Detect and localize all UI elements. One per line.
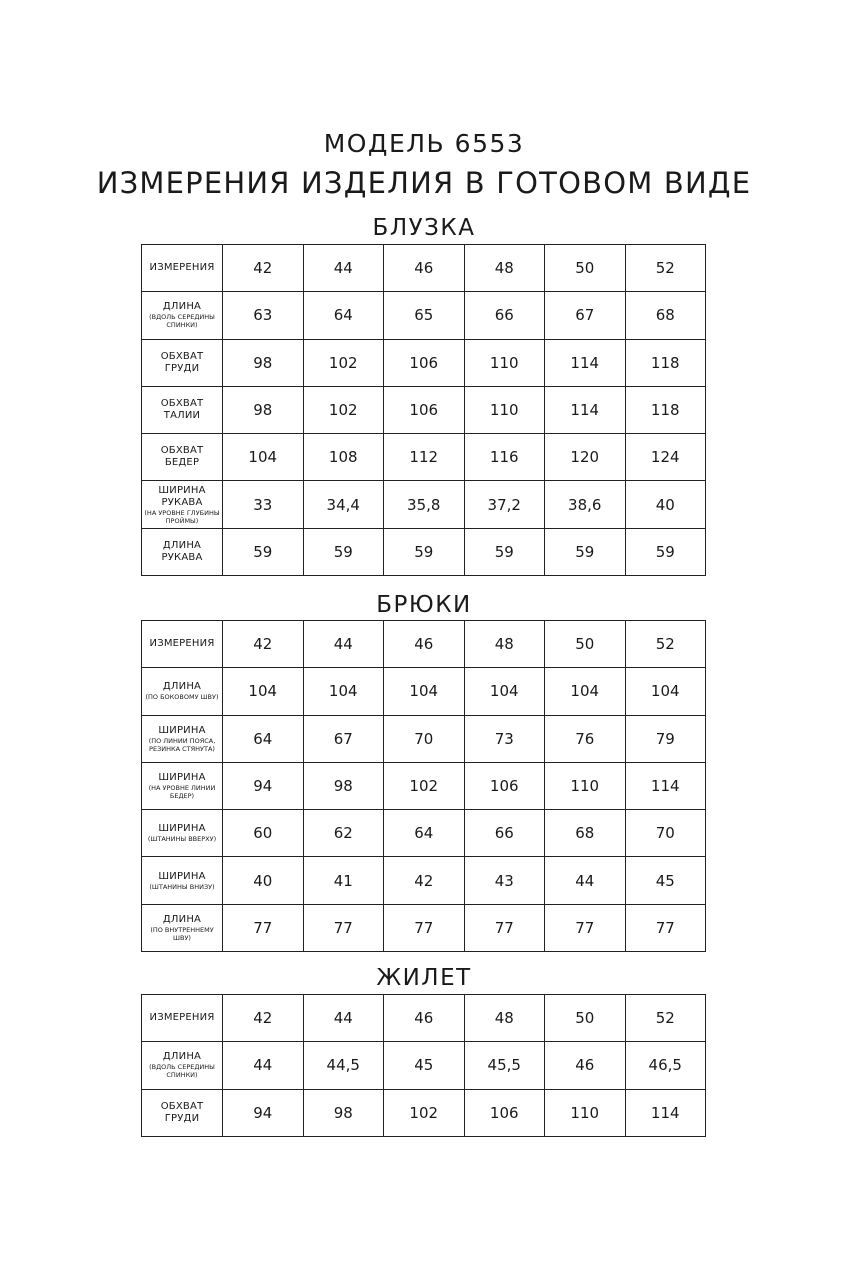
row-label-cell [142,245,223,292]
size-value-cell: 41 [303,857,384,904]
size-value-cell: 59 [223,528,304,575]
table-row [142,528,706,575]
size-value-cell: 40 [625,481,706,528]
row-label-cell [142,621,223,668]
size-value-cell: 40 [223,857,304,904]
size-value-cell: 45 [384,1042,465,1089]
row-label-cell [142,715,223,762]
table-row [142,715,706,762]
size-value-cell: 77 [625,904,706,951]
section-title-vest: ЖИЛЕТ [376,965,472,991]
size-value-cell: 77 [384,904,465,951]
size-value-cell: 104 [625,668,706,715]
section-title-blouse: БЛУЗКА [372,215,476,241]
row-label: ШИРИНА [158,484,206,496]
size-value-cell: 110 [545,762,626,809]
table-row [142,857,706,904]
row-label: ДЛИНА [162,301,202,313]
size-value-cell: 52 [625,621,706,668]
row-label: ДЛИНА [162,913,202,925]
row-label-cell [142,528,223,575]
row-label-line2: РУКАВА [161,496,203,508]
row-label: ОБХВАТ [160,445,204,457]
size-value-cell: 46 [545,1042,626,1089]
table-row [142,292,706,339]
row-label-note: (ПО БОКОВОМУ ШВУ) [145,693,219,702]
size-value-cell: 42 [384,857,465,904]
size-value-cell: 37,2 [464,481,545,528]
size-value-cell: 76 [545,715,626,762]
size-value-cell: 77 [464,904,545,951]
model-title: МОДЕЛЬ 6553 [323,129,525,158]
size-value-cell: 102 [303,386,384,433]
size-value-cell: 66 [464,292,545,339]
size-value-cell: 43 [464,857,545,904]
table-row [142,621,706,668]
row-label: ДЛИНА [162,681,202,693]
size-value-cell: 42 [223,621,304,668]
size-value-cell: 106 [384,386,465,433]
row-label-line2: ГРУДИ [164,1112,200,1124]
size-value-cell: 94 [223,762,304,809]
row-label: ШИРИНА [158,823,206,835]
size-value-cell: 45 [625,857,706,904]
row-label: ИЗМЕРЕНИЯ [149,638,215,650]
size-value-cell: 116 [464,434,545,481]
table-row [142,810,706,857]
row-label-line2: ГРУДИ [164,362,200,374]
size-value-cell: 59 [384,528,465,575]
size-value-cell: 66 [464,810,545,857]
table-row [142,434,706,481]
blouse-size-table [141,244,706,576]
size-value-cell: 102 [384,1089,465,1136]
size-value-cell: 50 [545,621,626,668]
row-label-cell [142,810,223,857]
page-subtitle: ИЗМЕРЕНИЯ ИЗДЕЛИЯ В ГОТОВОМ ВИДЕ [96,166,752,200]
row-label: ОБХВАТ [160,350,204,362]
row-label-note: (ШТАНИНЫ ВВЕРХУ) [147,835,217,844]
size-value-cell: 114 [625,1089,706,1136]
row-label: ДЛИНА [162,539,202,551]
row-label-note: (ПО ВНУТРЕННЕМУ ШВУ) [150,925,214,942]
size-value-cell: 104 [223,434,304,481]
size-value-cell: 106 [464,1089,545,1136]
size-value-cell: 98 [303,1089,384,1136]
table-row [142,1089,706,1136]
size-value-cell: 98 [223,339,304,386]
size-value-cell: 114 [545,339,626,386]
row-label-note: (ВДОЛЬ СЕРЕДИНЫ СПИНКИ) [149,313,215,330]
size-value-cell: 35,8 [384,481,465,528]
row-label: ИЗМЕРЕНИЯ [149,1012,215,1024]
size-value-cell: 59 [303,528,384,575]
row-label-cell [142,857,223,904]
row-label: ИЗМЕРЕНИЯ [149,262,215,274]
size-value-cell: 104 [303,668,384,715]
size-value-cell: 110 [464,339,545,386]
table-row [142,481,706,528]
size-value-cell: 120 [545,434,626,481]
size-value-cell: 112 [384,434,465,481]
size-value-cell: 64 [303,292,384,339]
table-row [142,386,706,433]
row-label-cell [142,434,223,481]
row-label-line2: ТАЛИИ [163,410,201,422]
size-value-cell: 73 [464,715,545,762]
row-label-cell [142,1089,223,1136]
row-label: ШИРИНА [158,772,206,784]
size-value-cell: 44 [303,621,384,668]
size-value-cell: 77 [545,904,626,951]
row-label-cell [142,1042,223,1089]
size-value-cell: 44 [545,857,626,904]
row-label: ШИРИНА [158,724,206,736]
size-value-cell: 108 [303,434,384,481]
size-value-cell: 42 [223,245,304,292]
row-label-note: (НА УРОВНЕ ГЛУБИНЫ ПРОЙМЫ) [144,508,220,525]
size-value-cell: 79 [625,715,706,762]
row-label-cell [142,668,223,715]
size-value-cell: 104 [384,668,465,715]
row-label-cell [142,292,223,339]
size-value-cell: 46 [384,245,465,292]
vest-size-table [141,994,706,1137]
row-label: ДЛИНА [162,1051,202,1063]
size-value-cell: 77 [303,904,384,951]
row-label-line2: БЕДЕР [164,457,200,469]
size-value-cell: 48 [464,995,545,1042]
size-value-cell: 106 [464,762,545,809]
row-label-cell [142,481,223,528]
size-value-cell: 104 [223,668,304,715]
size-value-cell: 44,5 [303,1042,384,1089]
table-row [142,1042,706,1089]
table-row [142,995,706,1042]
size-value-cell: 45,5 [464,1042,545,1089]
size-value-cell: 118 [625,386,706,433]
size-value-cell: 59 [625,528,706,575]
row-label-cell [142,904,223,951]
size-value-cell: 118 [625,339,706,386]
size-value-cell: 98 [303,762,384,809]
row-label-note: (НА УРОВНЕ ЛИНИИ БЕДЕР) [148,784,216,801]
size-value-cell: 104 [545,668,626,715]
size-value-cell: 38,6 [545,481,626,528]
row-label-cell [142,339,223,386]
size-value-cell: 94 [223,1089,304,1136]
size-value-cell: 44 [223,1042,304,1089]
size-value-cell: 59 [545,528,626,575]
row-label: ОБХВАТ [160,398,204,410]
size-value-cell: 102 [303,339,384,386]
row-label-note: (ШТАНИНЫ ВНИЗУ) [149,882,215,891]
size-value-cell: 64 [384,810,465,857]
size-value-cell: 63 [223,292,304,339]
size-value-cell: 64 [223,715,304,762]
size-value-cell: 33 [223,481,304,528]
size-value-cell: 124 [625,434,706,481]
row-label: ОБХВАТ [160,1100,204,1112]
row-label-cell [142,762,223,809]
row-label-cell [142,995,223,1042]
row-label-note: (ПО ЛИНИИ ПОЯСА, РЕЗИНКА СТЯНУТА) [148,736,216,753]
size-value-cell: 70 [384,715,465,762]
size-value-cell: 52 [625,245,706,292]
table-row [142,245,706,292]
size-value-cell: 110 [464,386,545,433]
size-value-cell: 114 [545,386,626,433]
size-value-cell: 70 [625,810,706,857]
table-row [142,668,706,715]
size-value-cell: 77 [223,904,304,951]
size-value-cell: 62 [303,810,384,857]
size-value-cell: 98 [223,386,304,433]
table-row [142,339,706,386]
size-value-cell: 110 [545,1089,626,1136]
row-label-note: (ВДОЛЬ СЕРЕДИНЫ СПИНКИ) [149,1063,215,1080]
size-value-cell: 46,5 [625,1042,706,1089]
table-row [142,904,706,951]
size-value-cell: 42 [223,995,304,1042]
size-value-cell: 104 [464,668,545,715]
size-value-cell: 114 [625,762,706,809]
size-value-cell: 68 [545,810,626,857]
pants-size-table [141,620,706,952]
row-label-line2: РУКАВА [161,551,203,563]
size-value-cell: 48 [464,621,545,668]
section-title-pants: БРЮКИ [376,592,472,618]
size-value-cell: 68 [625,292,706,339]
size-value-cell: 34,4 [303,481,384,528]
size-value-cell: 48 [464,245,545,292]
size-value-cell: 50 [545,995,626,1042]
size-value-cell: 52 [625,995,706,1042]
row-label: ШИРИНА [158,870,206,882]
table-row [142,762,706,809]
size-value-cell: 67 [303,715,384,762]
row-label-cell [142,386,223,433]
size-value-cell: 60 [223,810,304,857]
size-value-cell: 67 [545,292,626,339]
size-value-cell: 44 [303,995,384,1042]
size-value-cell: 106 [384,339,465,386]
size-value-cell: 50 [545,245,626,292]
size-value-cell: 46 [384,995,465,1042]
size-value-cell: 102 [384,762,465,809]
size-value-cell: 59 [464,528,545,575]
size-value-cell: 46 [384,621,465,668]
size-value-cell: 65 [384,292,465,339]
size-value-cell: 44 [303,245,384,292]
